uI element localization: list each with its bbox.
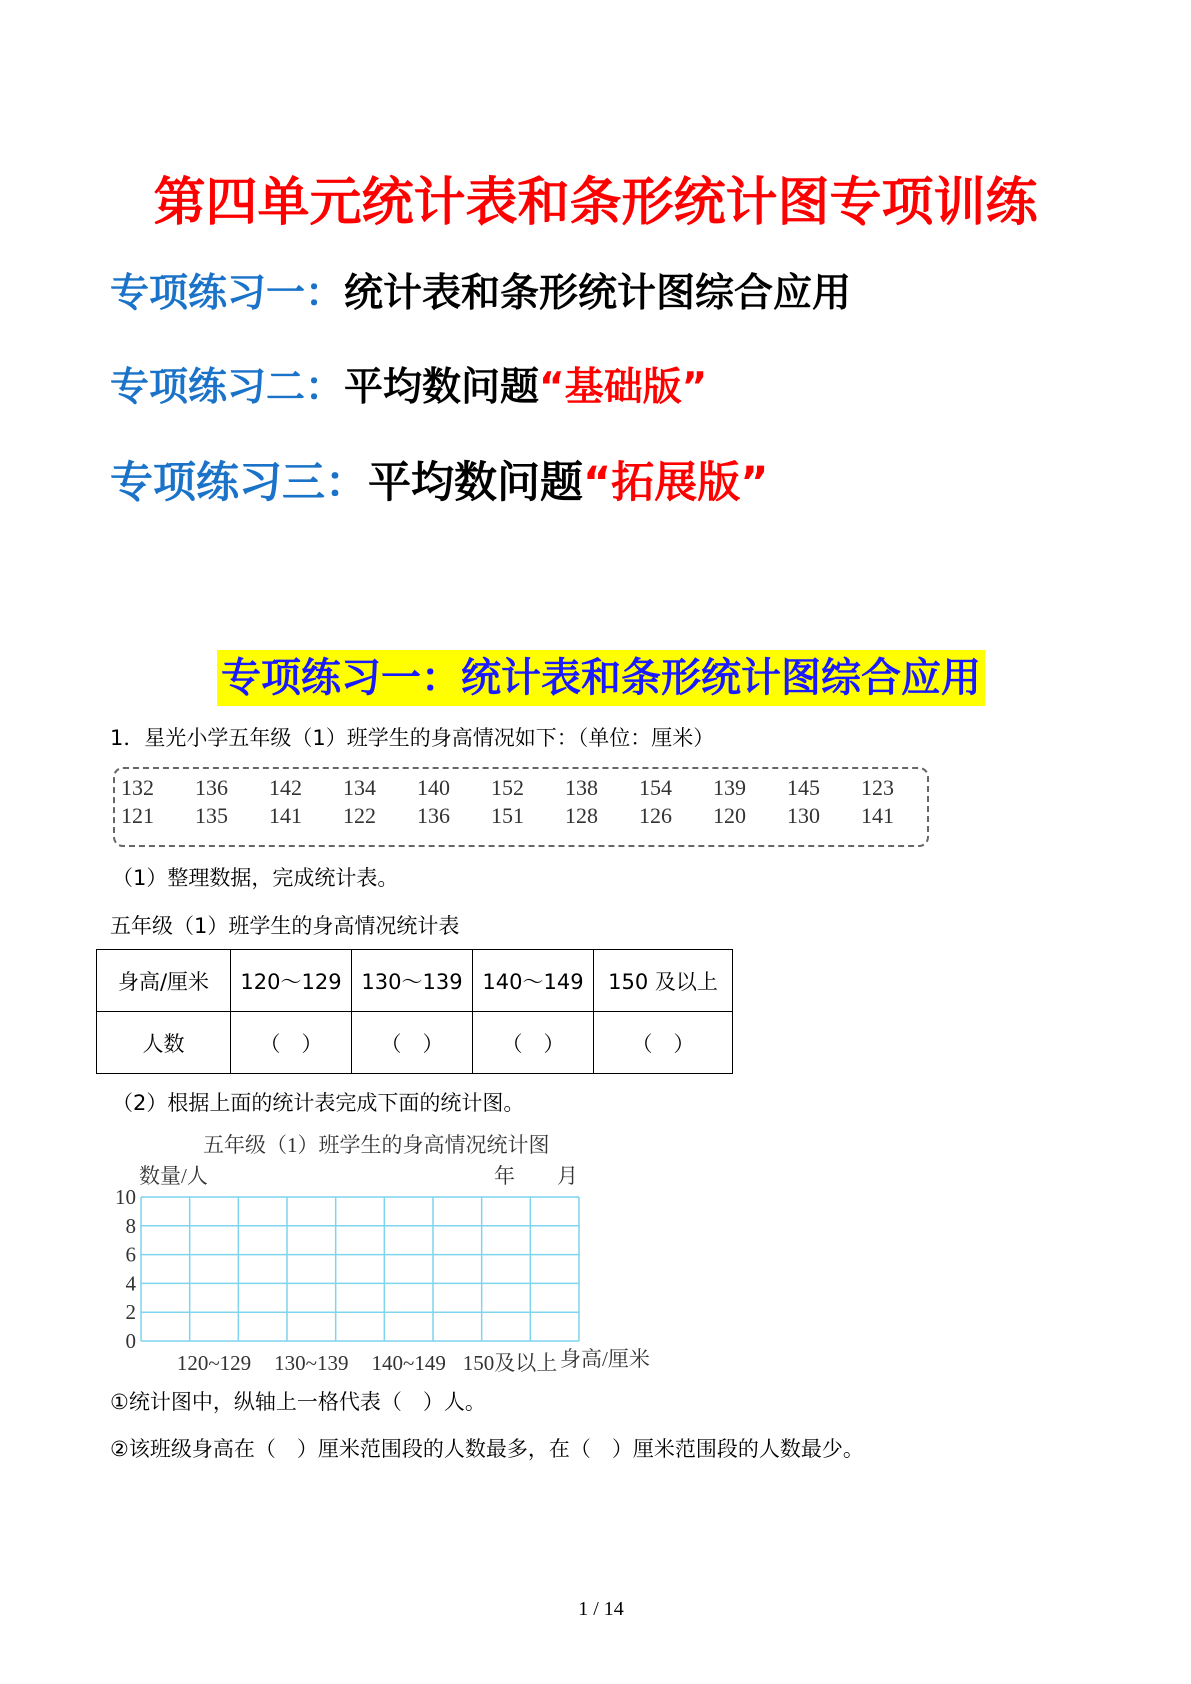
data-value: 135: [195, 803, 228, 828]
data-value: 132: [121, 775, 154, 800]
section-text: 平均数问题: [368, 458, 583, 508]
blank-cell[interactable]: （ ）: [231, 1012, 352, 1074]
data-value: 128: [565, 803, 598, 828]
data-value: 120: [713, 803, 746, 828]
header-cell: 身高/厘米: [97, 950, 231, 1012]
sub-question-1: （1）整理数据，完成统计表。: [112, 866, 399, 890]
header-cell: 120～129: [231, 950, 352, 1012]
data-value: 141: [269, 803, 302, 828]
data-value: 138: [565, 775, 598, 800]
section-link-2: [110, 356, 707, 412]
y-tick-label: 6: [125, 1242, 136, 1267]
question-1: 1．星光小学五年级（1）班学生的身高情况如下：（单位：厘米）: [110, 726, 715, 750]
date-label: 年 月: [494, 1164, 578, 1188]
data-value: 126: [639, 803, 672, 828]
data-value: 122: [343, 803, 376, 828]
section-text: 统计表和条形统计图综合应用: [344, 271, 852, 316]
y-tick-label: 10: [115, 1185, 136, 1209]
sub-question-2: （2）根据上面的统计表完成下面的统计图。: [112, 1091, 525, 1115]
data-value: 154: [639, 775, 672, 800]
data-value: 123: [861, 775, 894, 800]
y-tick-label: 4: [125, 1271, 136, 1296]
data-value: 136: [195, 775, 228, 800]
page-number: 1 / 14: [578, 1598, 624, 1620]
table-caption: 五年级（1）班学生的身高情况统计表: [110, 914, 460, 938]
section-link-1: [110, 262, 851, 318]
row-label: 人数: [97, 1012, 231, 1074]
data-value: 141: [861, 803, 894, 828]
question-a: ①统计图中，纵轴上一格代表（ ）人。: [110, 1390, 486, 1414]
data-value: 130: [787, 803, 820, 828]
data-value: 121: [121, 803, 154, 828]
section-link-3: [110, 449, 769, 510]
y-tick-label: 0: [125, 1329, 136, 1353]
x-tick-label: 120~129: [176, 1351, 252, 1375]
section-text: 平均数问题: [344, 365, 540, 410]
x-tick-label: 130~139: [274, 1351, 349, 1375]
section-heading: 专项练习一：统计表和条形统计图综合应用: [217, 650, 985, 706]
data-value: 151: [491, 803, 524, 828]
x-tick-label: 150及以上: [462, 1351, 558, 1375]
data-value: 136: [417, 803, 450, 828]
header-cell: 140～149: [473, 950, 594, 1012]
header-cell: 150 及以上: [594, 950, 733, 1012]
header-cell: 130～139: [352, 950, 473, 1012]
blank-cell[interactable]: （ ）: [352, 1012, 473, 1074]
statistics-table: [96, 949, 733, 1074]
section-prefix: 专项练习三：: [110, 458, 368, 508]
section-prefix: 专项练习二：: [110, 365, 345, 410]
y-axis-label: 数量/人: [139, 1164, 208, 1188]
x-axis-label: 身高/厘米: [560, 1347, 650, 1371]
blank-cell[interactable]: （ ）: [594, 1012, 733, 1074]
data-value: 142: [269, 775, 302, 800]
blank-cell[interactable]: （ ）: [473, 1012, 594, 1074]
chart-title: 五年级（1）班学生的身高情况统计图: [203, 1133, 550, 1157]
y-tick-label: 2: [125, 1300, 136, 1325]
section-tag: “基础版”: [539, 365, 708, 410]
y-tick-label: 8: [125, 1213, 136, 1238]
question-b: ②该班级身高在（ ）厘米范围段的人数最多，在（ ）厘米范围段的人数最少。: [110, 1437, 864, 1461]
data-value: 145: [787, 775, 820, 800]
data-value: 139: [713, 775, 746, 800]
data-box: [113, 767, 929, 847]
section-prefix: 专项练习一：: [110, 271, 345, 316]
data-value: 140: [417, 775, 450, 800]
data-value: 152: [491, 775, 524, 800]
x-tick-label: 140~149: [371, 1351, 446, 1375]
data-value: 134: [343, 775, 376, 800]
document-title: 第四单元统计表和条形统计图专项训练: [153, 173, 1038, 233]
section-tag: “拓展版”: [583, 458, 769, 508]
